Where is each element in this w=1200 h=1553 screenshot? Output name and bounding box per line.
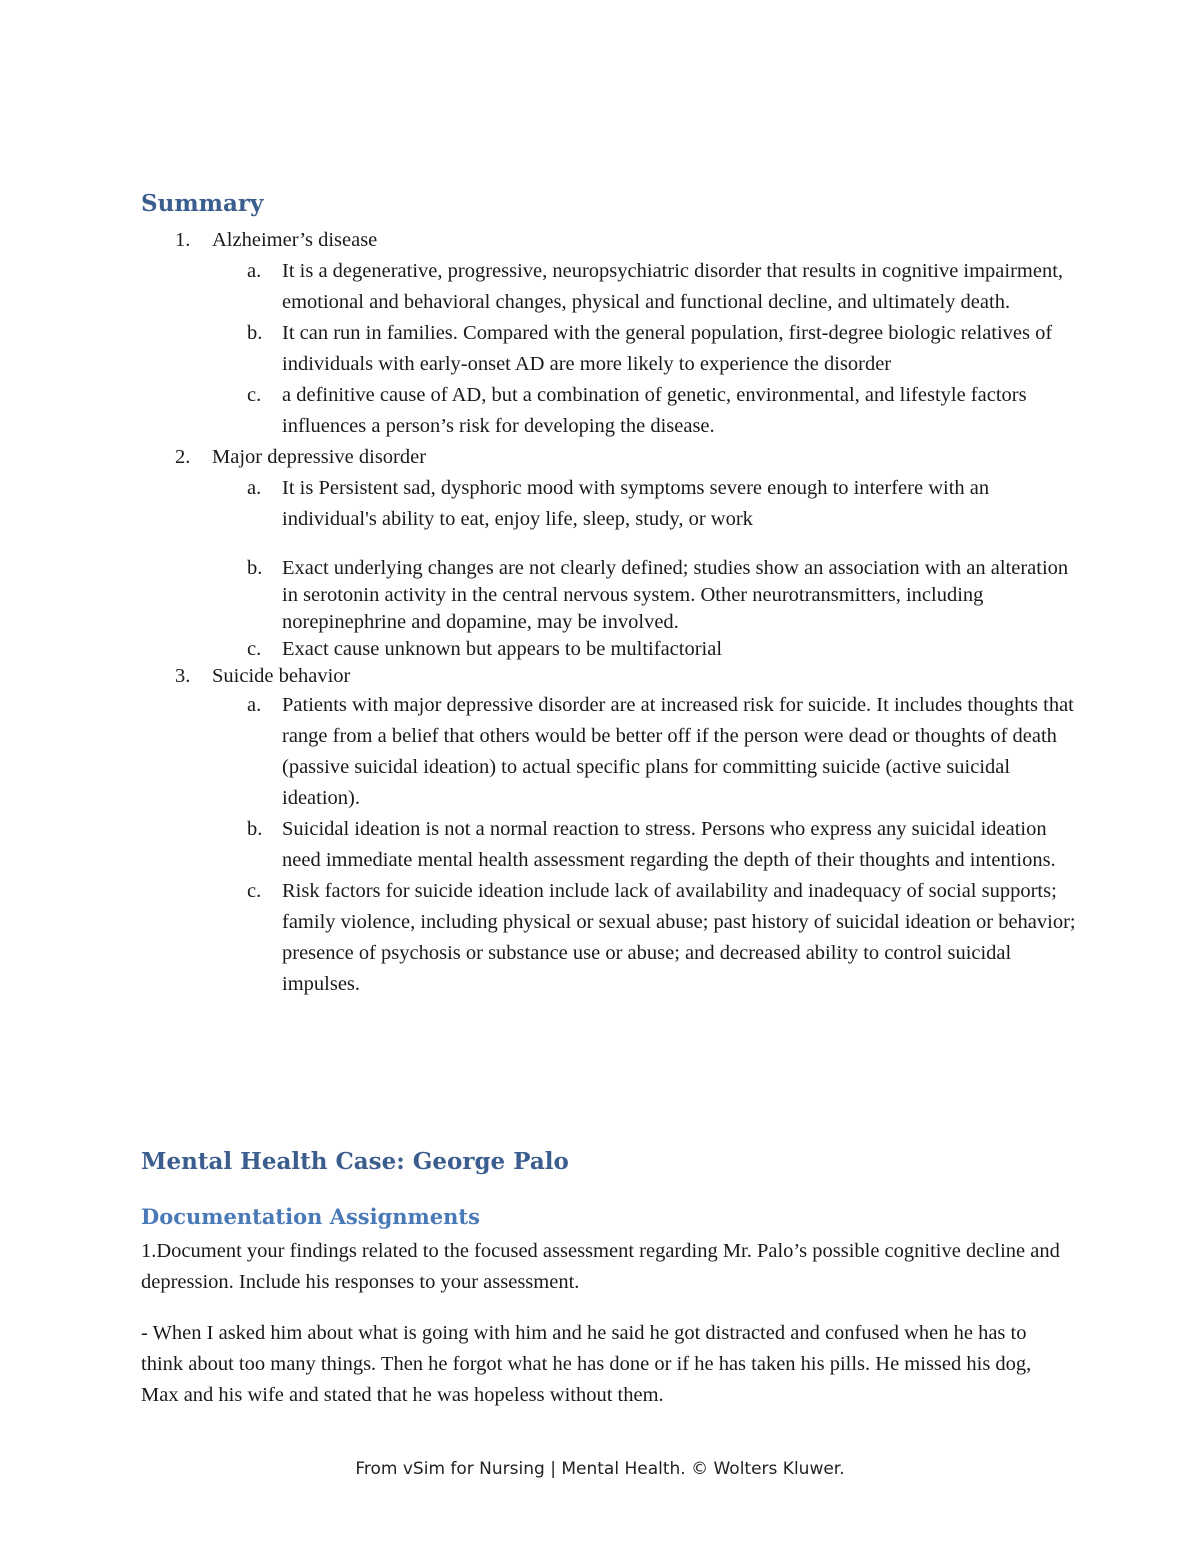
- sub-item: [141, 690, 1081, 814]
- list-item-label: Alzheimer’s disease: [212, 229, 378, 251]
- sub-item: [141, 555, 1081, 636]
- list-item-label: Suicide behavior: [212, 665, 351, 687]
- sub-letter: a.: [247, 477, 262, 499]
- list-number: 1.: [175, 229, 191, 251]
- summary-heading: Summary: [141, 190, 264, 217]
- sub-text: Risk factors for suicide ideation include lack of availability and inadequacy of social supports; family violence, including physical or sexual abuse; past history of suicidal ideation or behavior; presence of psychosis or substance use or abuse; and decreased ability to control suicidal impulses.: [282, 880, 1076, 995]
- sub-item: [141, 380, 1081, 442]
- list-number: 3.: [175, 665, 191, 687]
- sub-text: Exact cause unknown but appears to be multifactorial: [282, 638, 723, 660]
- sub-letter: c.: [247, 638, 262, 660]
- assignment-question: 1.Document your findings related to the focused assessment regarding Mr. Palo’s possible cognitive decline and depression. Include his responses to your assessment.: [141, 1240, 1060, 1293]
- sub-text: Patients with major depressive disorder are at increased risk for suicide. It includes thoughts that range from a belief that others would be better off if the person were dead or thoughts of death (passive suicidal ideation) to actual specific plans for committing suicide (active suicidal ideation).: [282, 694, 1074, 809]
- sub-item: [141, 256, 1081, 318]
- page-footer: From vSim for Nursing | Mental Health. © Wolters Kluwer.: [355, 1459, 845, 1479]
- sub-text: It can run in families. Compared with the general population, first-degree biologic relatives of individuals with early-onset AD are more likely to experience the disorder: [282, 322, 1053, 375]
- list-number: 2.: [175, 446, 191, 468]
- sub-letter: b.: [247, 818, 263, 840]
- sub-text: a definitive cause of AD, but a combination of genetic, environmental, and lifestyle factors influences a person’s risk for developing the disease.: [282, 384, 1027, 437]
- sub-item: [141, 636, 1081, 663]
- summary-item-depression: [141, 442, 1081, 473]
- sub-item: [141, 318, 1081, 380]
- summary-item-suicide: [141, 663, 1081, 690]
- case-heading: Mental Health Case: George Palo: [141, 1148, 569, 1175]
- sub-text: Exact underlying changes are not clearly defined; studies show an association with an alteration in serotonin activity in the central nervous system. Other neurotransmitters, including norepinephrine and dopamine, may be involved.: [282, 557, 1069, 633]
- sub-item: [141, 876, 1081, 1000]
- summary-item-alzheimers: [141, 225, 1081, 256]
- sub-item: [141, 473, 1081, 535]
- sub-letter: b.: [247, 322, 263, 344]
- sub-letter: c.: [247, 384, 262, 406]
- list-item-label: Major depressive disorder: [212, 446, 427, 468]
- sub-text: It is Persistent sad, dysphoric mood with symptoms severe enough to interfere with an individual's ability to eat, enjoy life, sleep, study, or work: [282, 477, 990, 530]
- sub-letter: b.: [247, 557, 263, 579]
- assignment-answer: - When I asked him about what is going with him and he said he got distracted and confused when he has to think about too many things. Then he forgot what he has done or if he has taken his pills. He missed his dog, Max and his wife and stated that he was hopeless without them.: [141, 1322, 1032, 1406]
- documentation-heading: Documentation Assignments: [141, 1204, 480, 1229]
- sub-letter: c.: [247, 880, 262, 902]
- sub-text: It is a degenerative, progressive, neuropsychiatric disorder that results in cognitive impairment, emotional and behavioral changes, physical and functional decline, and ultimately death.: [282, 260, 1064, 313]
- sub-text: Suicidal ideation is not a normal reaction to stress. Persons who express any suicidal ideation need immediate mental health assessment regarding the depth of their thoughts and intentions.: [282, 818, 1056, 871]
- sub-item: [141, 814, 1081, 876]
- sub-letter: a.: [247, 694, 262, 716]
- sub-letter: a.: [247, 260, 262, 282]
- summary-outline: [141, 225, 1081, 1000]
